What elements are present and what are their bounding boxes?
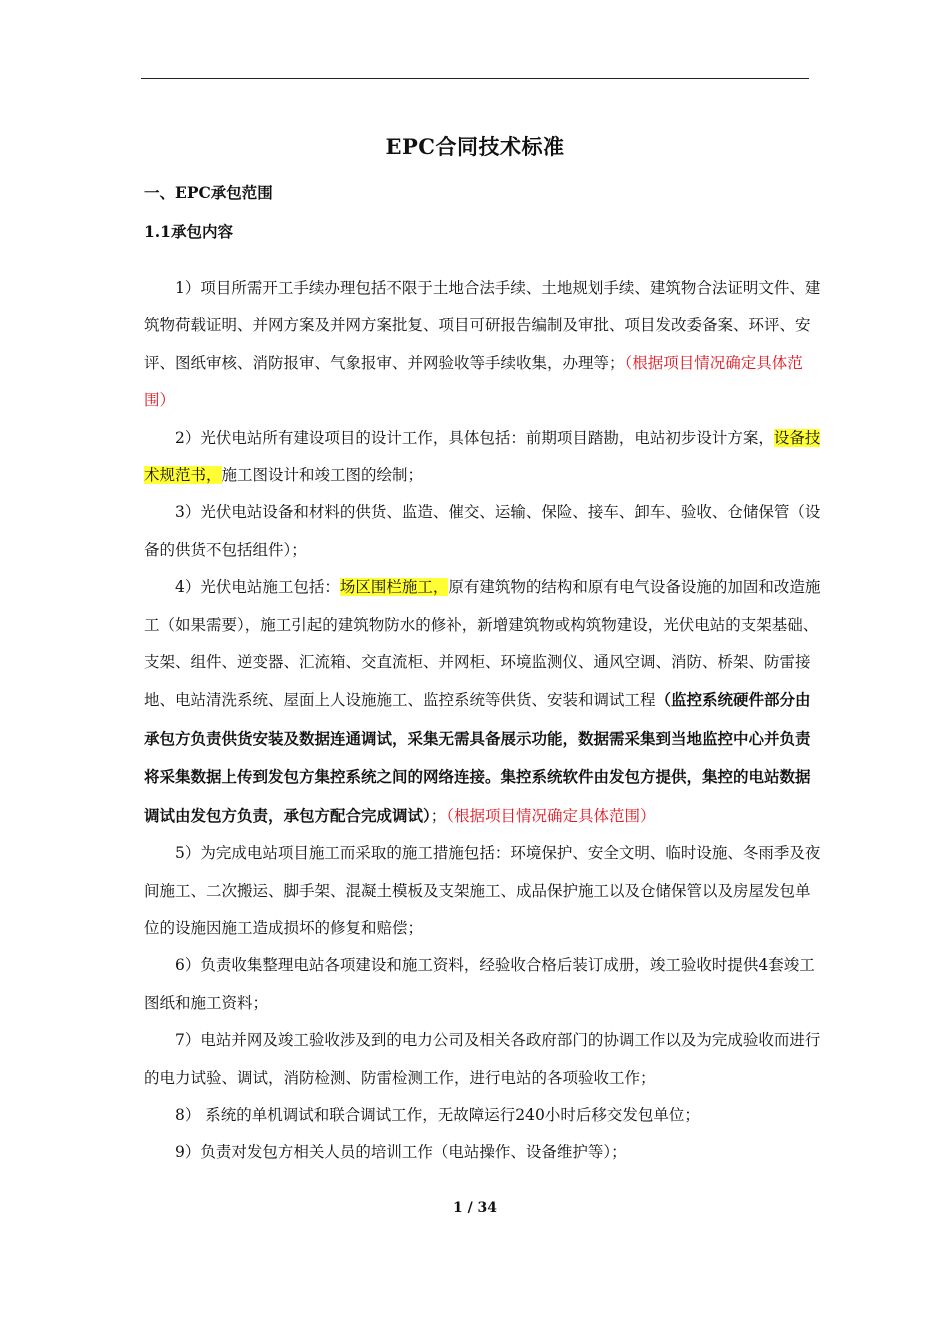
item-4: 4）光伏电站施工包括：场区围栏施工，原有建筑物的结构和原有电气设备设施的加固和改造施工（如果需要），施工引起的建筑物防水的修补，新增建筑物或构筑物建设，光伏电站的支架基础、支架、组件、逆变器、汇流箱、交直流柜、并网柜、环境监测仪、通风空调、消防、桥架、防雷接地、电站清洗系统、屋面上人设施施工、监控系统等供货、安装和调试工程（监控系统硬件部分由承包方负责供货安装及数据连通调试，采集无需具备展示功能，数据需采集到当地监控中心并负责将采集数据上传到发包方集控系统之间的网络连接。集控系统软件由发包方提供，集控的电站数据调试由发包方负责，承包方配合完成调试）；（根据项目情况确定具体范围） xyxy=(144,578,821,825)
item-1: 1）项目所需开工手续办理包括不限于土地合法手续、土地规划手续、建筑物合法证明文件、建筑物荷载证明、并网方案及并网方案批复、项目可研报告编制及审批、项目发改委备案、环评、安评、图纸审核、消防报审、气象报审、并网验收等手续收集，办理等；（根据项目情况确定具体范围） xyxy=(144,279,821,410)
content-body xyxy=(144,270,824,1172)
header-rule xyxy=(141,78,809,79)
scope-note: （根据项目情况确定具体范围） xyxy=(144,353,803,410)
item-9: 9）负责对发包方相关人员的培训工作（电站操作、设备维护等）； xyxy=(175,1143,627,1162)
document-title: EPC合同技术标准 xyxy=(385,134,565,159)
item-2: 2）光伏电站所有建设项目的设计工作，具体包括：前期项目踏勘，电站初步设计方案，设备技术规范书，施工图设计和竣工图的绘制； xyxy=(144,428,821,485)
item-3: 3）光伏电站设备和材料的供货、监造、催交、运输、保险、接车、卸车、验收、仓储保管（设备的供货不包括组件）； xyxy=(144,503,821,559)
bold-clause: （监控系统硬件部分由承包方负责供货安装及数据连通调试，采集无需具备展示功能，数据需采集到当地监控中心并负责将采集数据上传到发包方集控系统之间的网络连接。集控系统软件由发包方提供，集控的电站数据调试由发包方负责，承包方配合完成调试） xyxy=(144,690,811,825)
subsection-heading: 1.1承包内容 xyxy=(144,222,233,241)
item-5: 5）为完成电站项目施工而采取的施工措施包括：环境保护、安全文明、临时设施、冬雨季及夜间施工、二次搬运、脚手架、混凝土模板及支架施工、成品保护施工以及仓储保管以及房屋发包单位的设施因施工造成损坏的修复和赔偿； xyxy=(144,844,821,937)
item-7: 7）电站并网及竣工验收涉及到的电力公司及相关各政府部门的协调工作以及为完成验收而进行的电力试验、调试，消防检测、防雷检测工作，进行电站的各项验收工作； xyxy=(144,1031,821,1087)
item-8: 8） 系统的单机调试和联合调试工作，无故障运行240小时后移交发包单位； xyxy=(175,1105,700,1124)
scope-note: （根据项目情况确定具体范围） xyxy=(446,806,656,825)
highlighted-text: 场区围栏施工， xyxy=(339,578,449,597)
section-heading: 一、EPC承包范围 xyxy=(144,183,273,202)
highlighted-text: 设备技术规范书， xyxy=(144,428,821,485)
page-number: 1 / 34 xyxy=(452,1200,498,1216)
item-6: 6）负责收集整理电站各项建设和施工资料，经验收合格后装订成册，竣工验收时提供4套竣工图纸和施工资料； xyxy=(144,956,815,1012)
